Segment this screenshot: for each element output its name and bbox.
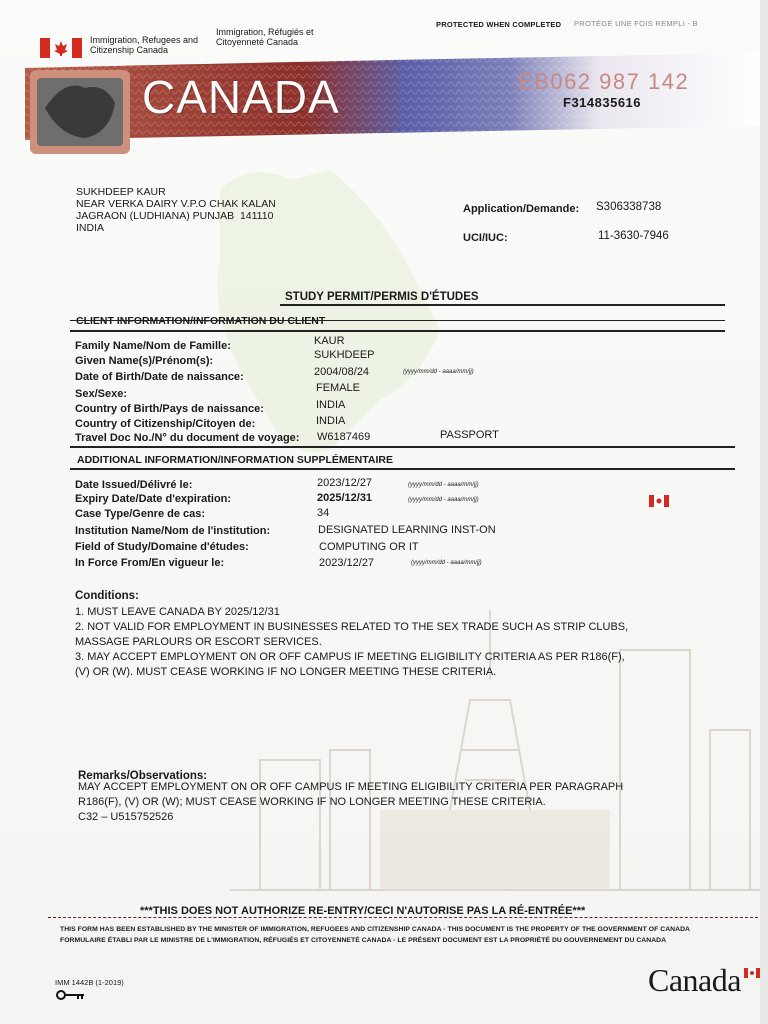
protected-label: PROTECTED WHEN COMPLETED	[436, 20, 562, 29]
document-title: STUDY PERMIT/PERMIS D'ÉTUDES	[285, 291, 479, 303]
divider	[280, 304, 725, 306]
canada-flag-icon	[649, 495, 669, 507]
in-force-label: In Force From/En vigueur le:	[75, 557, 225, 569]
additional-section-heading: ADDITIONAL INFORMATION/INFORMATION SUPPLÉMENTAIRE	[77, 454, 393, 466]
divider	[70, 330, 725, 332]
date-format-hint: (yyyy/mm/dd - aaaa/mm/jj)	[411, 560, 482, 566]
field-of-study-label: Field of Study/Domaine d'études:	[75, 541, 249, 553]
issued-value: 2023/12/27	[317, 477, 373, 489]
sex-value: FEMALE	[316, 382, 361, 394]
uci-label: UCI/IUC:	[463, 232, 508, 244]
divider	[70, 446, 735, 448]
org-name-english: Immigration, Refugees and Citizenship Canada	[90, 35, 199, 55]
legal-notice-english: THIS FORM HAS BEEN ESTABLISHED BY THE MINISTER OF IMMIGRATION, REFUGEES AND CITIZENSHIP CANADA - THIS DOCUMENT IS THE PROPERTY OF THE GOVERNMENT OF CANADA	[60, 926, 691, 933]
field-of-study-value: COMPUTING OR IT	[319, 541, 419, 553]
remarks-line: R186(F), (V) OR (W); MUST CEASE WORKING IF NO LONGER MEETING THESE CRITERIA.	[78, 796, 546, 808]
sex-label: Sex/Sexe:	[75, 388, 127, 400]
family-name-value: KAUR	[314, 335, 345, 347]
case-type-label: Case Type/Genre de cas:	[75, 508, 206, 520]
condition-line: MASSAGE PARLOURS OR ESCORT SERVICES.	[75, 636, 322, 648]
divider	[70, 468, 735, 470]
institution-value: DESIGNATED LEARNING INST-ON	[318, 524, 496, 536]
family-name-label: Family Name/Nom de Famille:	[75, 340, 231, 352]
conditions-title: Conditions:	[75, 590, 139, 602]
divider	[48, 917, 758, 918]
canada-wordmark: Canada	[648, 962, 741, 998]
security-banner	[25, 48, 760, 156]
protected-label-french: PROTÉGÉ UNE FOIS REMPLI - B	[574, 19, 698, 28]
dob-value: 2004/08/24	[314, 366, 370, 378]
application-label: Application/Demande:	[463, 203, 580, 215]
mailing-address: SUKHDEEP KAUR NEAR VERKA DAIRY V.P.O CHAK KALAN JAGRAON (LUDHIANA) PUNJAB 141110 INDIA	[76, 186, 276, 234]
condition-line: 1. MUST LEAVE CANADA BY 2025/12/31	[75, 606, 280, 618]
citizenship-value: INDIA	[316, 415, 346, 427]
uci-number: 11-3630-7946	[598, 230, 669, 242]
divider	[70, 320, 725, 321]
date-format-hint: (yyyy/mm/dd - aaaa/mm/jj)	[408, 482, 479, 488]
remarks-line: MAY ACCEPT EMPLOYMENT ON OR OFF CAMPUS IF MEETING ELIGIBILITY CRITERIA PER PARAGRAPH	[78, 781, 624, 793]
expiry-label: Expiry Date/Date d'expiration:	[75, 493, 232, 505]
form-code: IMM 1442B (1-2019)	[55, 978, 124, 987]
condition-line: 2. NOT VALID FOR EMPLOYMENT IN BUSINESSES RELATED TO THE SEX TRADE SUCH AS STRIP CLUBS,	[75, 621, 629, 633]
in-force-value: 2023/12/27	[319, 557, 375, 569]
date-format-hint: (yyyy/mm/dd - aaaa/mm/jj)	[403, 369, 474, 375]
legal-notice-french: FORMULAIRE ÉTABLI PAR LE MINISTRE DE L'IMMIGRATION, RÉFUGIÉS ET CITOYENNETÉ CANADA - LE PRÉSENT DOCUMENT EST LA PROPRIÉTÉ DU GOUVERNEMENT DU CANADA	[60, 937, 667, 944]
condition-line: 3. MAY ACCEPT EMPLOYMENT ON OR OFF CAMPUS IF MEETING ELIGIBILITY CRITERIA AS PER R186(F),	[75, 651, 625, 663]
date-format-hint: (yyyy/mm/dd - aaaa/mm/jj)	[408, 497, 479, 503]
country-birth-value: INDIA	[316, 399, 346, 411]
banner-title: CANADA	[142, 71, 340, 123]
file-number: F314835616	[563, 95, 642, 110]
remarks-title: Remarks/Observations:	[78, 770, 208, 782]
given-name-label: Given Name(s)/Prénom(s):	[75, 355, 214, 367]
expiry-value: 2025/12/31	[317, 492, 373, 504]
institution-label: Institution Name/Nom de l'institution:	[75, 525, 271, 537]
dob-label: Date of Birth/Date de naissance:	[75, 371, 244, 383]
key-icon	[56, 989, 86, 1001]
given-name-value: SUKHDEEP	[314, 349, 375, 361]
travel-doc-value: W6187469	[317, 431, 371, 443]
citizenship-label: Country of Citizenship/Citoyen de:	[75, 418, 256, 430]
reentry-notice: ***THIS DOES NOT AUTHORIZE RE-ENTRY/CECI N'AUTORISE PAS LA RÉ-ENTRÉE***	[140, 905, 586, 917]
case-type-value: 34	[317, 507, 330, 519]
application-number: S306338738	[596, 201, 662, 213]
canada-flag-icon	[744, 968, 760, 978]
org-name-french: Immigration, Réfugiés et Citoyenneté Canada	[216, 27, 314, 47]
issued-label: Date Issued/Délivré le:	[75, 479, 193, 491]
remarks-line: C32 – U515752526	[78, 811, 174, 823]
travel-doc-label: Travel Doc No./N° du document de voyage:	[75, 432, 300, 444]
condition-line: (V) OR (W). MUST CEASE WORKING IF NO LONGER MEETING THESE CRITERIA.	[75, 666, 497, 678]
country-birth-label: Country of Birth/Pays de naissance:	[75, 403, 264, 415]
serial-number: EB062 987 142	[518, 69, 690, 94]
client-section-heading: CLIENT INFORMATION/INFORMATION DU CLIENT	[76, 315, 326, 327]
travel-doc-type: PASSPORT	[440, 429, 499, 441]
